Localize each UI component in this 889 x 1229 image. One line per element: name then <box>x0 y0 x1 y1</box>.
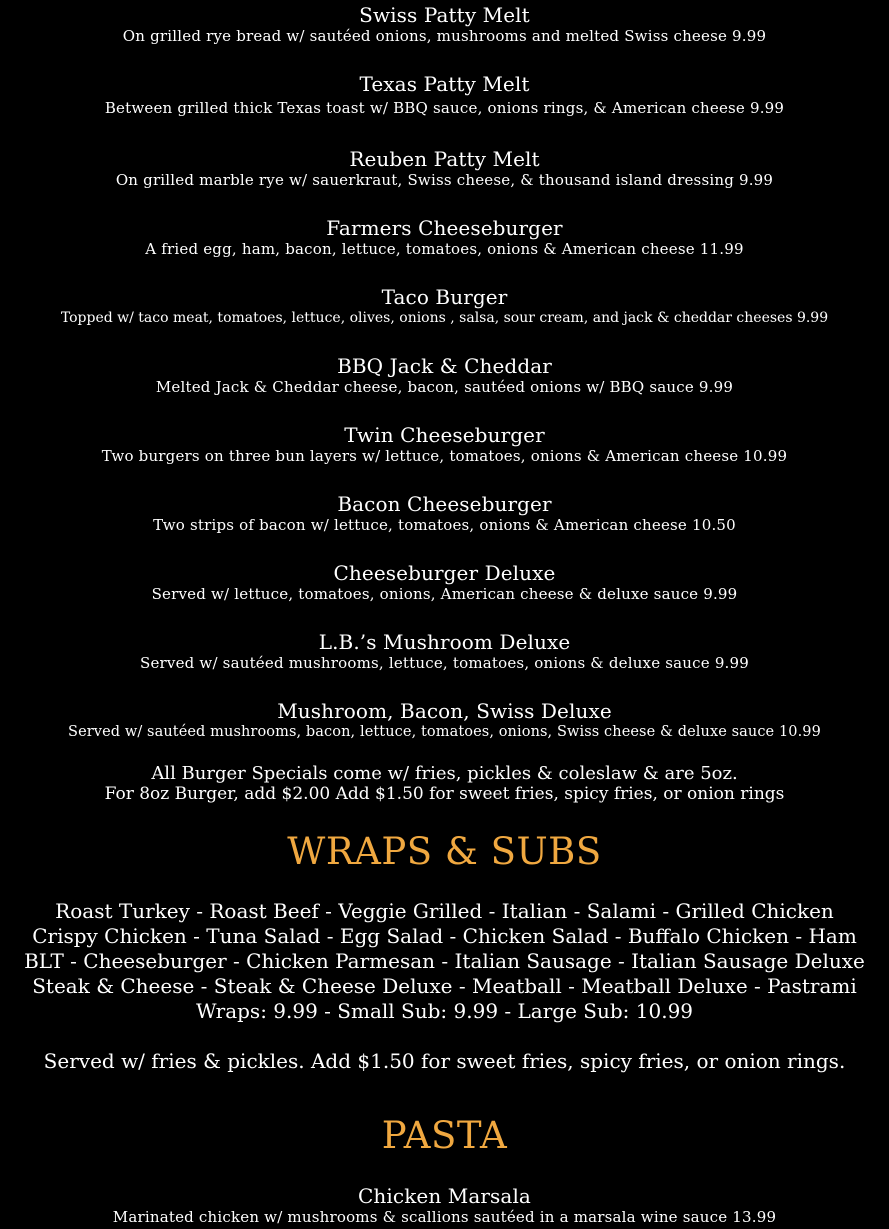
item-description: Marinated chicken w/ mushrooms & scallions sautéed in a marsala wine sauce 13.99 <box>112 1208 777 1226</box>
item-description: Melted Jack & Cheddar cheese, bacon, sautéed onions w/ BBQ sauce 9.99 <box>155 378 734 396</box>
menu-item-cheeseburger-deluxe <box>0 562 889 603</box>
item-name: Bacon Cheeseburger <box>337 492 552 516</box>
wraps-line: Crispy Chicken - Tuna Salad - Egg Salad - Chicken Salad - Buffalo Chicken - Ham <box>32 924 857 948</box>
menu-item-lbs-mushroom-deluxe <box>0 631 889 672</box>
menu-item-mushroom-bacon-swiss-deluxe <box>0 700 889 741</box>
item-description: Two burgers on three bun layers w/ lettuce, tomatoes, onions & American cheese 10.99 <box>101 447 788 465</box>
burger-specials-note <box>0 763 889 805</box>
item-name: Twin Cheeseburger <box>344 423 545 447</box>
menu-item-taco-burger <box>0 286 889 327</box>
menu-item-swiss-patty-melt <box>0 4 889 45</box>
item-name: Texas Patty Melt <box>359 72 530 96</box>
item-name: Farmers Cheeseburger <box>326 216 563 240</box>
item-name: L.B.’s Mushroom Deluxe <box>318 630 571 654</box>
menu-item-reuben-patty-melt <box>0 148 889 189</box>
item-name: Chicken Marsala <box>358 1184 531 1208</box>
item-name: Mushroom, Bacon, Swiss Deluxe <box>277 699 612 723</box>
wraps-line: BLT - Cheeseburger - Chicken Parmesan - Italian Sausage - Italian Sausage Deluxe <box>24 949 865 973</box>
item-description: Served w/ sautéed mushrooms, lettuce, tomatoes, onions & deluxe sauce 9.99 <box>139 654 750 672</box>
item-description: Served w/ lettuce, tomatoes, onions, American cheese & deluxe sauce 9.99 <box>151 585 738 603</box>
item-description: A fried egg, ham, bacon, lettuce, tomatoes, onions & American cheese 11.99 <box>145 240 744 258</box>
wraps-line: Roast Turkey - Roast Beef - Veggie Grilled - Italian - Salami - Grilled Chicken <box>55 899 834 923</box>
item-description: Two strips of bacon w/ lettuce, tomatoes, onions & American cheese 10.50 <box>153 516 736 534</box>
wraps-line: Steak & Cheese - Steak & Cheese Deluxe - Meatball - Meatball Deluxe - Pastrami <box>32 974 857 998</box>
menu-item-chicken-marsala <box>0 1185 889 1226</box>
section-heading-wraps-subs: WRAPS & SUBS <box>287 830 602 873</box>
menu-item-farmers-cheeseburger <box>0 217 889 258</box>
note-line: For 8oz Burger, add $2.00 Add $1.50 for sweet fries, spicy fries, or onion rings <box>104 784 785 804</box>
item-name: Swiss Patty Melt <box>359 3 530 27</box>
item-description: Topped w/ taco meat, tomatoes, lettuce, olives, onions , salsa, sour cream, and jack & cheddar cheeses 9.99 <box>60 310 829 326</box>
item-name: Taco Burger <box>381 285 508 309</box>
item-description: On grilled rye bread w/ sautéed onions, mushrooms and melted Swiss cheese 9.99 <box>122 27 767 45</box>
wraps-prices: Wraps: 9.99 - Small Sub: 9.99 - Large Sub: 10.99 <box>195 999 694 1023</box>
section-heading-pasta: PASTA <box>381 1114 508 1157</box>
menu-item-bbq-jack-cheddar <box>0 355 889 396</box>
menu-item-twin-cheeseburger <box>0 424 889 465</box>
item-description: Served w/ sautéed mushrooms, bacon, lettuce, tomatoes, onions, Swiss cheese & deluxe sauce 10.99 <box>68 724 821 740</box>
item-name: Cheeseburger Deluxe <box>333 561 556 585</box>
item-description: On grilled marble rye w/ sauerkraut, Swiss cheese, & thousand island dressing 9.99 <box>115 171 774 189</box>
wraps-served-note: Served w/ fries & pickles. Add $1.50 for sweet fries, spicy fries, or onion rings. <box>43 1049 846 1073</box>
item-name: BBQ Jack & Cheddar <box>337 354 552 378</box>
note-line: All Burger Specials come w/ fries, pickles & coleslaw & are 5oz. <box>151 763 738 784</box>
menu-item-bacon-cheeseburger <box>0 493 889 534</box>
menu-item-texas-patty-melt <box>0 73 889 117</box>
item-description: Between grilled thick Texas toast w/ BBQ sauce, onions rings, & American cheese 9.99 <box>104 99 785 117</box>
item-name: Reuben Patty Melt <box>349 147 540 171</box>
wraps-subs-list <box>0 899 889 1024</box>
